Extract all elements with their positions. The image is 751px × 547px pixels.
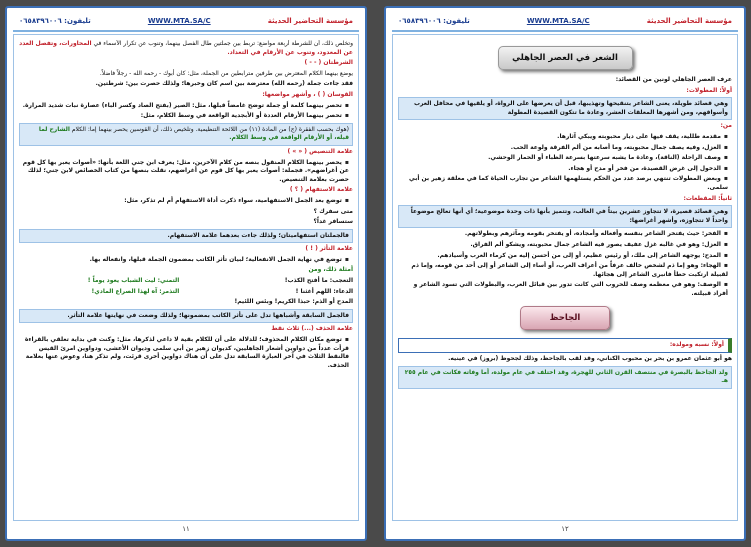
highlight-band: فالجملتان استفهاميتان؛ ولذلك جاءت بعدهما علامة الاستفهام. [19, 229, 353, 244]
paragraph: هو أبو عثمان عمرو بن بحر بن محبوب الكناني، وقد لقب بالجاحظ، وذلك لجحوظ (بروز) في عينيه. [448, 355, 732, 363]
highlight-band: وهي قصائد قصيرة، لا تتجاوز عشرين بيتاً في الغالب، وتتميز بأنها ذات وحدة موضوعية؛ أي أنها تعالج موضوعاً واحداً لا تتجاوزه، وأشهر أغراضها: [398, 205, 732, 228]
page-right [384, 6, 746, 541]
heading-ellipsis: علامة الحذف (...) ثلاث نقط [271, 325, 353, 333]
highlight-band: ولد الجاحظ بالبصرة في منتصف القرن الثاني للهجرة، وقد اختلف في عام مولده، أما وفاته فكانت في عام ٢٥٥ هـ [398, 366, 732, 389]
list-item: ▪ الغزل: وهو في غالبه غزل عفيف يصور فيه الشاعر جمال محبوبته، ويشكو ألم الفراق. [398, 241, 732, 250]
header-url[interactable]: WWW.MTA.SA/C [526, 17, 590, 25]
examples-label: أمثلة ذلك، ومن [308, 266, 353, 274]
list-item: ▪ يحصر بينهما الكلام المنقول بنصه من كلام الآخرين، مثل: يعرف ابن جني اللغة بأنها: «أصوات يعبر بها كل قوم عن أغراضهم». فجملة: أصوات يعبر بها كل قوم عن أغراضهم، نقلت بنصها من كتاب الخصائص لابن جني؛ لذلك حصرت بعلامة التنصيص. [19, 159, 353, 185]
list-item: ▪ توضع مكان الكلام المحذوف؛ للدلالة على أن للكلام بقية لا داعي لذكرها، مثل: وكنت في بداية تعلقي بالقراءة قرأت عدداً من دواوين أشعار الجاهليين، كديوان زهير بن أبي سلمى وديوان الأعشى، ودواوين امرئ القيس فالنقط الثلاث في آخر العبارة السابقة تدل على أن هناك دواوين أخرى قرئت، ولم تذكر هنا، وعوض عنها بعلامة الحذف. [19, 336, 353, 370]
page-left [5, 6, 367, 541]
header-url[interactable]: WWW.MTA.SA/C [147, 17, 211, 25]
highlight-band: فالجمل السابقة وأشباهها تدل على تأثر الكاتب بمضمونها؛ ولذلك وضعت في نهايتها علامة التأثر. [19, 309, 353, 324]
list-item: ▪ الغزل، وفيه يصف جمال محبوبته، وما أصابه من ألم الفرقة ولوعة الحب. [398, 144, 732, 153]
section-heading: أولاً: المطولات: [686, 86, 732, 94]
left-page-content [19, 40, 353, 515]
section-heading: ثانياً: المقطعات: [683, 194, 732, 202]
examples-row: الدعاء: اللهم أغثنا ! التذمر: آه لهذا الصراع المادي! [91, 287, 353, 295]
list-item: ▪ توضع في نهاية الجمل الانفعالية؛ لبيان تأثر الكاتب بمضمون الجملة قبلها، وانفعاله بها. [19, 256, 353, 265]
header-divider [13, 30, 359, 32]
section-heading: أولاً: نسبه ومولده: [398, 338, 732, 353]
paragraph: يوضع بينهما الكلام المعترض بين طرفين مترابطين من الجملة، مثل: كان أبوك - رحمه الله - رجلاً فاضلاً. [99, 69, 353, 77]
examples-row: التعجب: ما أفتح الكذب! التمني: ليت الشباب يعود يوماً ! [87, 277, 353, 285]
highlight-band: وهي قصائد طويلة، يعنى الشاعر بتنقيحها وتهذيبها، قبل أن يعرضها على الرواة، أو يلقيها في محافل العرب وأسواقهم، ومن أشهرها المعلقات العشر، وعادة ما تتكون القصيدة المطولة [398, 97, 732, 120]
list-item: ▪ وبعض المطولات تنتهي برصد عدد من الحكم يستلهمها الشاعر من تجارب الحياة كما في معلقة زهير بن أبي سلمى. [398, 175, 732, 192]
paragraph: فقد جاءت جملة (رحمه الله) معترضة بين اسم كان وخبرها؛ ولذلك حصرت بين: شرطتين. [95, 80, 353, 88]
page-header [13, 14, 359, 28]
header-phone: تليفون: ٠٦٥٨٣٩٦٠٠٦ [19, 17, 91, 25]
list-item: ▪ توضع بعد الجمل الاستفهامية، سواء ذكرت أداة الاستفهام أم لم تذكر، مثل: [19, 197, 353, 206]
list-item: ▪ الوصف: وهو في معظمه وصف للحروب التي كانت تدور بين قبائل العرب، والبطولات التي تسود الشاعر و أفراد قبيلته. [398, 281, 732, 298]
paragraph: وتخلص ذلك، أن للشرطة أربعة مواضع: تربط بين جملتين طال الفصل بينهما، وتنوب عن تكرار الأسماء في المحاورات، وتفصل العدد عن المعدود، وتنوب عن الأرقام في التعداد. [19, 40, 353, 56]
list-item: ▪ الهجاء: وهو إما ذم لشخص خالف عرفاً من أعراف العرب، أو أساء إلى الشاعر أو إلى أحد من قومه، وإما ذم لقبيلة ارتكبت خطأ فانبرى الشاعر إلى هجائها. [398, 262, 732, 279]
page-number: ١١ [182, 525, 190, 533]
heading-exclamation: علامة التأثر ( ! ) [305, 245, 353, 253]
list-item: ▪ تحصر بينهما كلمة أو جملة توضح غامضاً قبلها، مثل: الصير (بفتح الصاد وكسر الباء) عصارة نبات شديد المرارة. [19, 102, 353, 111]
list-item: ▪ تحصر بينهما الأرقام العددة أو الأبجدية الواقعة في وسط الكلام، مثل: [19, 112, 353, 121]
heading-question: علامة الاستفهام ( ؟ ) [289, 186, 353, 194]
header-phone: تليفون: ٠٦٥٨٣٩٦٠٠٦ [398, 17, 470, 25]
page-header [392, 14, 738, 28]
intro-text: عرف العصر الجاهلي لونين من القصائد: [615, 76, 732, 83]
page-number: ١٢ [561, 525, 569, 533]
right-page-content [398, 40, 732, 515]
heading-brackets: القوسان ( ) ، وأشهر مواضعها: [262, 90, 353, 98]
items-label: من: [720, 122, 732, 130]
example: ستسافر غداً؟ [313, 218, 353, 226]
list-item: ▪ الدخول إلى غرض القصيدة، من فخر أو مدح أو هجاء. [398, 165, 732, 174]
highlight-band: (هوك بحسب الفقرة (ج) من المادة (١١) من اللائحة التنظيمية. وتلخيص ذلك، أن القوسين يحصر بينهما إما: الكلام الشارح لما قبله، أو الأرقام الواقعة في وسط الكلام. [19, 123, 353, 146]
header-org: مؤسسة التحاضير الحديثة [646, 17, 732, 25]
heading-quotes: علامة التنصيص ( « » ) [287, 147, 353, 155]
list-item: ▪ مقدمة طللية، يقف فيها على ديار محبوبته ويبكي آثارها. [398, 133, 732, 142]
header-org: مؤسسة التحاضير الحديثة [267, 17, 353, 25]
header-divider [392, 30, 738, 32]
list-item: ▪ وصف الراحلة (الناقة)، وعادة ما يشبه سرعتها بسرعة الظباء أو الحمار الوحشي. [398, 154, 732, 163]
example: متى سفرك ؟ [313, 207, 353, 215]
section-title: الجاحظ [520, 306, 610, 330]
list-item: ▪ الفخر: حيث يفتخر الشاعر بنفسه وأفعاله وأمجاده، أو يفتخر بقومه ومآثرهم وبطولاتهم. [398, 230, 732, 239]
heading-dashes: الشرطتان ( - - ) [304, 59, 353, 67]
list-item: ▪ المدح: يوجهه الشاعر إلى ملك، أو رئيس عظيم، أو إلى من أحسن إليه من كرماء العرب وأسيادهم. [398, 252, 732, 261]
section-title: الشعر في العصر الجاهلي [498, 46, 633, 70]
example: المدح أو الذم: حبذا الكريم! وبئس اللئيم! [234, 298, 353, 306]
